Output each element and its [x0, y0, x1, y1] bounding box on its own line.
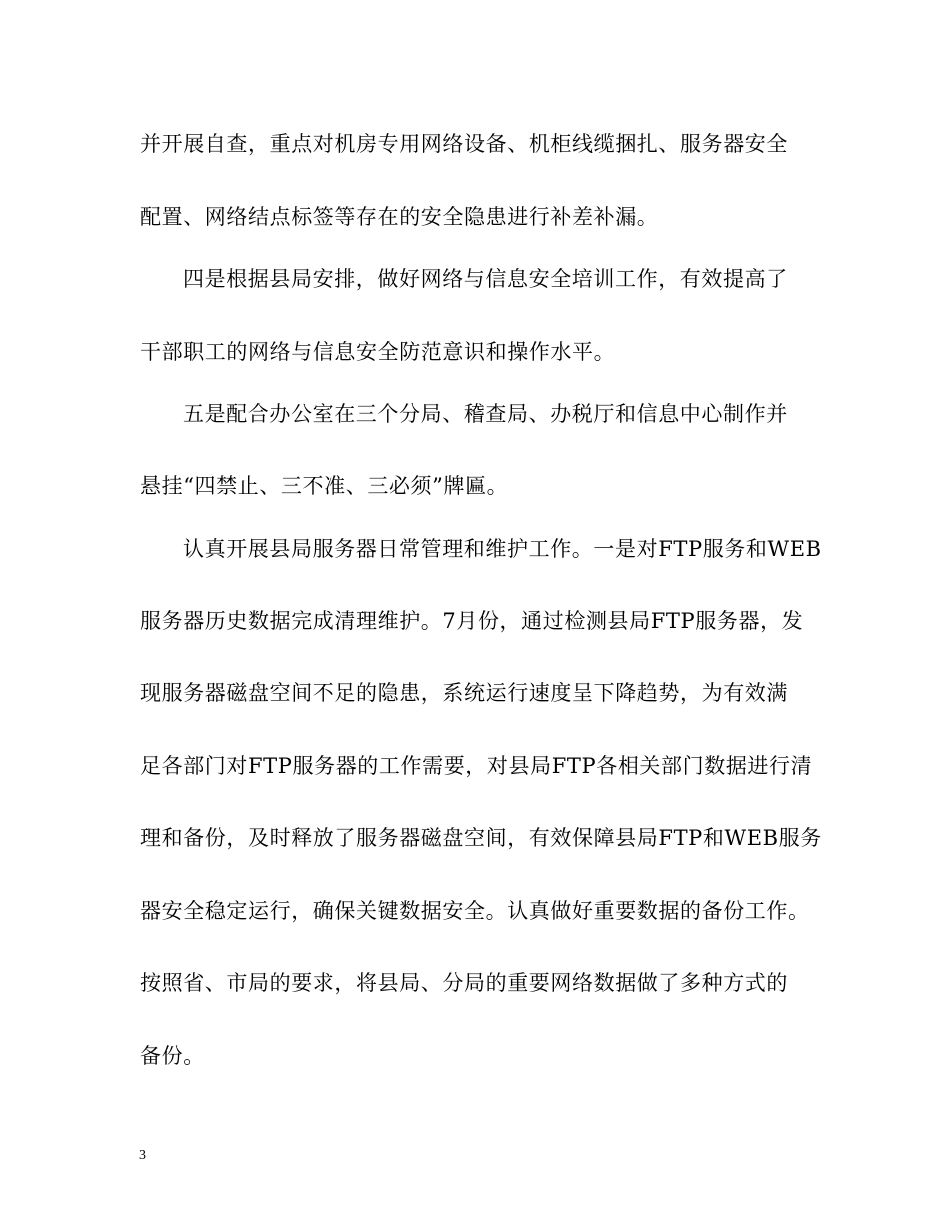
server-paragraph-line-2: 服务器历史数据完成清理维护。7月份，通过检测县局FTP服务器，发: [140, 609, 804, 633]
paragraph-5-line-1: 五是配合办公室在三个分局、稽查局、办税厅和信息中心制作并: [183, 402, 788, 426]
server-paragraph-line-7: 按照省、市局的要求，将县局、分局的重要网络数据做了多种方式的: [140, 971, 788, 995]
server-paragraph-line-3: 现服务器磁盘空间不足的隐患，系统运行速度呈下降趋势，为有效满: [140, 681, 788, 705]
text-line-2: 配置、网络结点标签等存在的安全隐患进行补差补漏。: [140, 205, 659, 229]
paragraph-4-line-2: 干部职工的网络与信息安全防范意识和操作水平。: [140, 340, 616, 364]
page-number: 3: [139, 1148, 146, 1163]
paragraph-4-line-1: 四是根据县局安排，做好网络与信息安全培训工作，有效提高了: [183, 267, 788, 291]
server-paragraph-line-6: 器安全稳定运行，确保关键数据安全。认真做好重要数据的备份工作。: [140, 899, 810, 923]
server-paragraph-line-4: 足各部门对FTP服务器的工作需要，对县局FTP各相关部门数据进行清: [140, 754, 813, 778]
server-paragraph-line-1: 认真开展县局服务器日常管理和维护工作。一是对FTP服务和WEB: [183, 537, 822, 561]
server-paragraph-line-5: 理和备份，及时释放了服务器磁盘空间，有效保障县局FTP和WEB服务: [140, 826, 822, 850]
server-paragraph-line-8: 备份。: [140, 1044, 205, 1068]
paragraph-5-line-2: 悬挂“四禁止、三不准、三必须”牌匾。: [140, 474, 509, 498]
text-line-1: 并开展自查，重点对机房专用网络设备、机柜线缆捆扎、服务器安全: [140, 132, 788, 156]
